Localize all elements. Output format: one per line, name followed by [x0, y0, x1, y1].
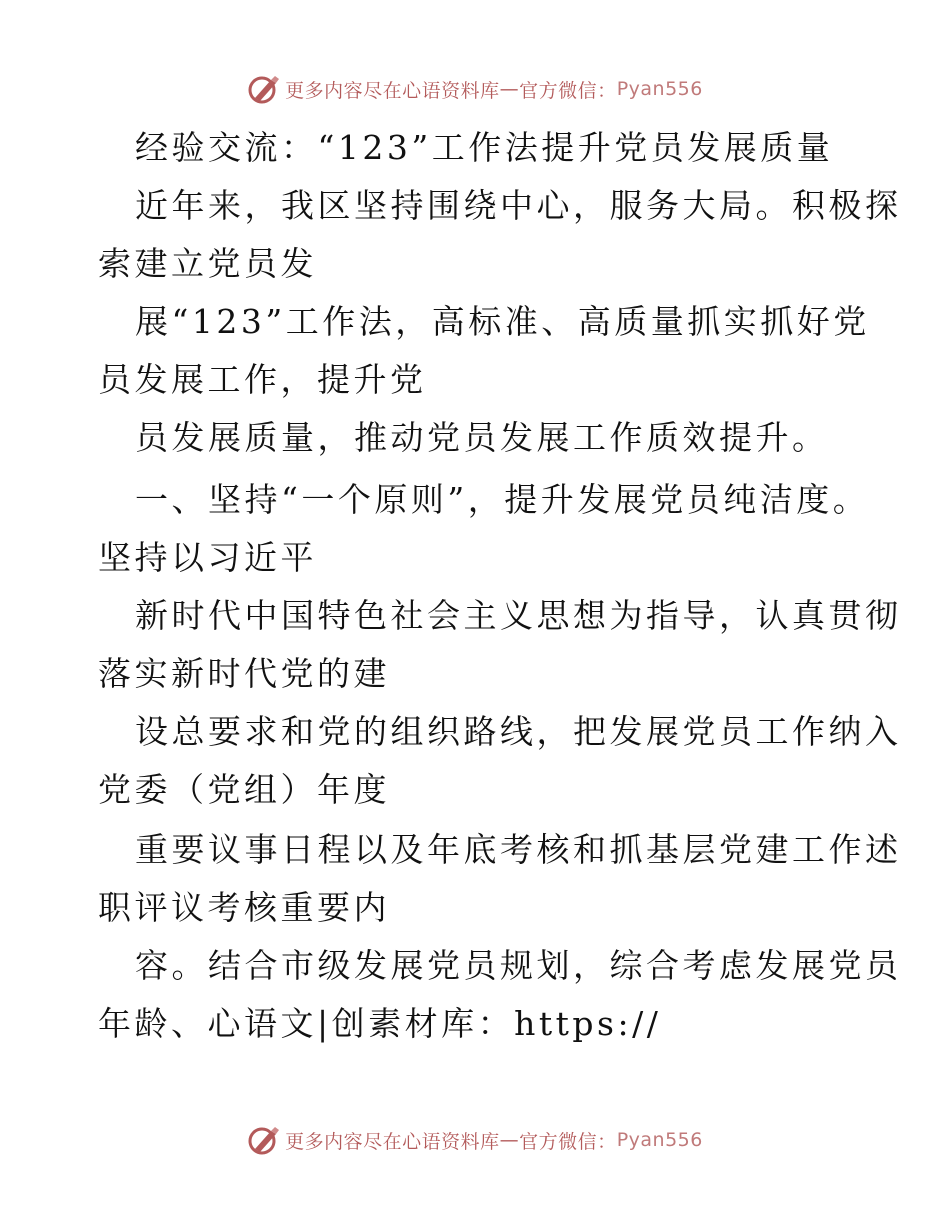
paragraph-line: 员发展质量，推动党员发展工作质效提升。: [135, 418, 829, 457]
paragraph-line: 展“123”工作法，高标准、高质量抓实抓好党: [135, 302, 870, 341]
paragraph-line: 落实新时代党的建: [98, 654, 390, 693]
paragraph-line: 年龄、心语文|创素材库：https://: [98, 1004, 662, 1043]
header-watermark: [0, 72, 950, 106]
footer-watermark: [0, 1123, 950, 1157]
watermark-dash: —: [499, 78, 520, 100]
section-heading: 一、坚持“一个原则”，提升发展党员纯洁度。: [135, 480, 870, 519]
pen-circle-logo-icon: [247, 72, 281, 106]
paragraph-line: 设总要求和党的组织路线，把发展党员工作纳入: [135, 712, 902, 751]
paragraph-line: 重要议事日程以及年底考核和抓基层党建工作述: [135, 830, 902, 869]
paragraph-line: 索建立党员发: [98, 244, 317, 283]
paragraph-line: 坚持以习近平: [98, 538, 317, 577]
watermark-contact-id: Pyan556: [616, 1129, 703, 1151]
pen-circle-logo-icon: [247, 1123, 281, 1157]
paragraph-line: 职评议考核重要内: [98, 888, 390, 927]
paragraph-line: 近年来，我区坚持围绕中心，服务大局。积极探: [135, 186, 902, 225]
paragraph-line: 容。结合市级发展党员规划，综合考虑发展党员: [135, 946, 902, 985]
watermark-contact-label: 官方微信：: [519, 79, 617, 102]
watermark-contact-id: Pyan556: [616, 78, 703, 100]
watermark-dash: —: [499, 1129, 520, 1151]
watermark-contact-label: 官方微信：: [519, 1130, 617, 1153]
paragraph-line: 员发展工作，提升党: [98, 360, 427, 399]
paragraph-line: 党委（党组）年度: [98, 770, 390, 809]
watermark-site: 更多内容尽在心语资料库: [285, 1130, 500, 1153]
watermark-site: 更多内容尽在心语资料库: [285, 79, 500, 102]
paragraph-line: 新时代中国特色社会主义思想为指导，认真贯彻: [135, 596, 902, 635]
document-title: 经验交流：“123”工作法提升党员发展质量: [135, 128, 834, 167]
